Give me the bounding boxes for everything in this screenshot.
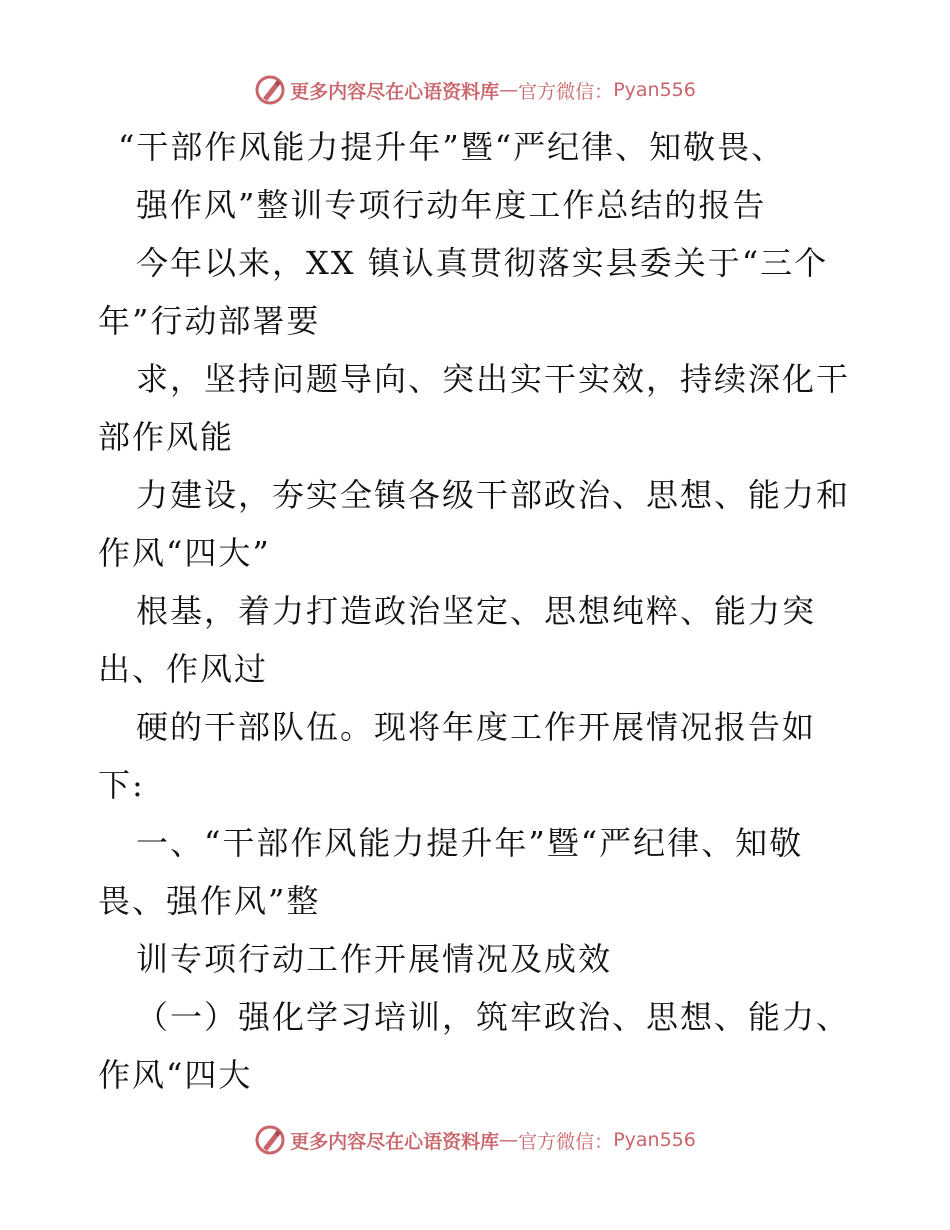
doc-text-line: 力建设，夯实全镇各级干部政治、思想、能力和	[136, 476, 851, 514]
doc-text-line: 根基，着力打造政治坚定、思想纯粹、能力突	[136, 592, 817, 630]
doc-text-line: 硬的干部队伍。现将年度工作开展情况报告如	[136, 708, 817, 746]
doc-title-line-2: 强作风”整训专项行动年度工作总结的报告	[136, 186, 767, 224]
watermark-contact-id: Pyan556	[613, 79, 696, 101]
doc-section-heading-cont: 训专项行动工作开展情况及成效	[136, 940, 613, 978]
doc-text-line: 出、作风过	[98, 650, 269, 688]
pen-logo-icon	[254, 1124, 286, 1156]
watermark-contact-id: Pyan556	[613, 1129, 696, 1151]
watermark-dash: —	[499, 1129, 519, 1151]
doc-title-line-1: “干部作风能力提升年”暨“严纪律、知敬畏、	[118, 128, 786, 166]
doc-subsection-heading-cont: 作风“四大	[98, 1056, 253, 1094]
watermark-banner-bottom	[0, 1120, 950, 1160]
doc-text-line: 作风“四大”	[98, 534, 271, 572]
doc-subsection-heading: （一）强化学习培训，筑牢政治、思想、能力、	[136, 998, 851, 1036]
pen-logo-icon	[254, 74, 286, 106]
doc-text-line: 部作风能	[98, 418, 235, 456]
doc-text-line: 年”行动部署要	[98, 302, 321, 340]
watermark-banner-top	[0, 70, 950, 110]
watermark-brand-text: 更多内容尽在心语资料库	[290, 80, 500, 103]
watermark-dash: —	[499, 79, 519, 101]
watermark-contact-text: 官方微信：	[518, 1130, 614, 1153]
document-body	[98, 118, 858, 1104]
doc-section-heading: 一、“干部作风能力提升年”暨“严纪律、知敬	[136, 824, 804, 862]
doc-text-line: 下:	[98, 766, 145, 804]
doc-section-heading-cont: 畏、强作风”整	[98, 882, 321, 920]
doc-text-line: 今年以来，XX 镇认真贯彻落实县委关于“三个	[136, 244, 829, 282]
watermark-brand-text: 更多内容尽在心语资料库	[290, 1130, 500, 1153]
watermark-contact-text: 官方微信：	[518, 80, 614, 103]
doc-text-line: 求，坚持问题导向、突出实干实效，持续深化干	[136, 360, 851, 398]
